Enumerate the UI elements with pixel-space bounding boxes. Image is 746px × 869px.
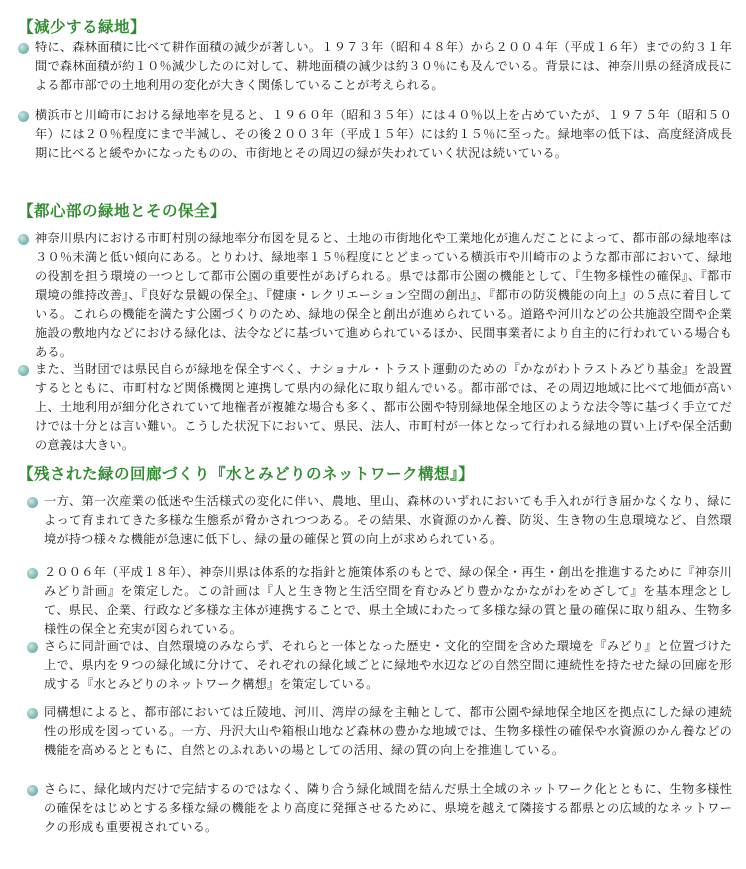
paragraph-text: 神奈川県内における市町村別の緑地率分布図を見ると、土地の市街地化や工業地化が進んだことによって、都市部の緑地率は３０％未満と低い傾向にある。とりわけ、緑地率１５％程度にとどまっている横浜市や川崎市のような都市部において、緑地の役割を担う環境の一つとして都市公園の重要性があげられる。県では都市公園の機能として、『生物多様性の確保』、『都市環境の維持改善』、『良好な景観の保全』、『健康・レクリエーション空間の創出』、『都市の防災機能の向上』の５点に着目している。これらの機能を満たす公園づくりのため、緑地の保全と創出が進められている。道路や河川などの公共施設空間や企業施設の敷地内などにおける緑化は、法令などに基づいて進められているほか、民間事業者により自主的に行われている場合もある。 <box>35 231 732 359</box>
bullet-icon <box>18 43 29 54</box>
paragraph-item <box>27 637 732 694</box>
paragraph-text: さらに、緑化域内だけで完結するのではなく、隣り合う緑化域間を結んだ県土全域のネットワーク化とともに、生物多様性の確保をはじめとする多様な緑の機能をより高度に発揮させるために、県境を越えて隣接する都県との広域的なネットワークの形成も重要視されている。 <box>44 782 732 834</box>
bullet-icon <box>18 365 29 376</box>
paragraph-item <box>18 38 732 95</box>
section-heading-decreasing-green: 【減少する緑地】 <box>18 18 147 36</box>
paragraph-item <box>18 360 732 455</box>
paragraph-text: 一方、第一次産業の低迷や生活様式の変化に伴い、農地、里山、森林のいずれにおいても手入れが行き届かなくなり、緑によって育まれてきた多様な生態系が脅かされつつある。その結果、水資源のかん養、防災、生き物の生息環境など、自然環境が持つ様々な機能が急速に低下し、緑の量の確保と質の向上が求められている。 <box>44 494 732 546</box>
paragraph-text: 特に、森林面積に比べて耕作面積の減少が著しい。１９７３年（昭和４８年）から２００４年（平成１６年）までの約３１年間で森林面積が約１０％減少したのに対して、耕地面積の減少は約３０％にも及んでいる。背景には、神奈川県の経済成長による都市部での土地利用の変化が大きく関係していることが考えられる。 <box>35 40 732 92</box>
bullet-icon <box>27 497 38 508</box>
paragraph-item <box>27 492 732 549</box>
paragraph-text: 同構想によると、都市部においては丘陵地、河川、湾岸の緑を主軸として、都市公園や緑地保全地区を拠点にした緑の連続性の形成を図っている。一方、丹沢大山や箱根山地など森林の豊かな地域では、生物多様性の確保や水資源のかん養などの機能を高めるとともに、自然とのふれあいの場としての活用、緑の質の向上を推進している。 <box>44 705 732 757</box>
paragraph-text: さらに同計画では、自然環境のみならず、それらと一体となった歴史・文化的空間を含めた環境を『みどり』と位置づけた上で、県内を９つの緑化域に分けて、それぞれの緑化域ごとに緑地や水辺などの自然空間に連続性を持たせた緑の回廊を形成する『水とみどりのネットワーク構想』を策定している。 <box>44 639 732 691</box>
paragraph-text: また、当財団では県民自らが緑地を保全すべく、ナショナル・トラスト運動のための『かながわトラストみどり基金』を設置するとともに、市町村など関係機関と連携して県内の緑化に取り組んでいる。都市部では、その周辺地域に比べて地価が高い上、土地利用が細分化されていて地権者が複雑な場合も多く、都市公園や特別緑地保全地区のような法令等に基づく手立てだけでは十分とは言い難い。こうした状況下において、県民、法人、市町村が一体となって行われる緑地の買い上げや保全活動の意義は大きい。 <box>35 362 732 452</box>
bullet-icon <box>27 708 38 719</box>
bullet-icon <box>27 785 38 796</box>
paragraph-item <box>27 780 732 837</box>
paragraph-item <box>27 563 732 639</box>
paragraph-item <box>27 703 732 760</box>
bullet-icon <box>27 568 38 579</box>
paragraph-item <box>18 229 732 362</box>
section-heading-green-corridor: 【残された緑の回廊づくり『水とみどりのネットワーク構想』】 <box>18 465 475 483</box>
bullet-icon <box>18 234 29 245</box>
paragraph-text: ２００６年（平成１８年）、神奈川県は体系的な指針と施策体系のもとで、緑の保全・再生・創出を推進するために『神奈川みどり計画』を策定した。この計画は『人と生き物と生活空間を育むみどり豊かなかながわをめざして』を基本理念として、県民、企業、行政など多様な主体が連携することで、県土全域にわたって多様な緑の質と量の確保に取り組み、生物多様性の保全と充実が図られている。 <box>44 565 732 636</box>
bullet-icon <box>18 111 29 122</box>
bullet-icon <box>27 642 38 653</box>
paragraph-item <box>18 106 732 163</box>
section-heading-urban-green: 【都心部の緑地とその保全】 <box>18 202 227 220</box>
paragraph-text: 横浜市と川崎市における緑地率を見ると、１９６０年（昭和３５年）には４０％以上を占めていたが、１９７５年（昭和５０年）には２０％程度にまで半減し、その後２００３年（平成１５年）には約１５％に至った。緑地率の低下は、高度経済成長期に比べると緩やかになったものの、市街地とその周辺の緑が失われていく状況は続いている。 <box>35 108 732 160</box>
